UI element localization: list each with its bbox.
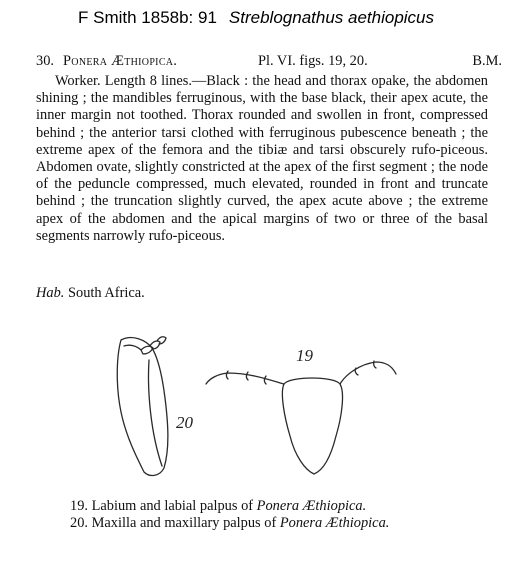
entry-heading <box>36 53 502 71</box>
citation-header <box>78 8 434 28</box>
citation-species: Streblognathus aethiopicus <box>228 8 435 27</box>
entry-repository: B.M. <box>472 53 502 69</box>
habitat-value: South Africa. <box>68 285 145 301</box>
entry-number: 30. <box>36 53 54 69</box>
labium-drawing <box>206 361 396 474</box>
caption-taxon: Ponera Æthiopica. <box>256 498 367 514</box>
entry-name: Ponera Æthiopica. <box>63 53 178 69</box>
caption-text: Labium and labial palpus of <box>91 498 257 514</box>
species-description: Worker. Length 8 lines.—Black : the head and thorax opake, the abdomen shining ; the mandibles ferruginous, with the base black, their apex acute, the inner margin not toothed. Thorax rounded and swollen in front, compressed behind ; the anterior tarsi clothed with ferruginous pubescence beneath ; the extreme apex of the femora and the tibiæ and tarsi obscurely rufo-piceous. Abdomen ovate, slightly constricted at the apex of the first segment ; the node of the peduncle compressed, much elevated, rounded in front and truncate behind ; the truncation slightly curved, the apex acute above ; the extreme apex of the abdomen and the apical margins of two or three of the basal segments narrowly rufo-piceous. <box>36 73 488 244</box>
maxilla-drawing <box>117 337 168 476</box>
caption-text: Maxilla and maxillary palpus of <box>91 515 280 532</box>
caption-number: 20. <box>70 515 88 532</box>
citation-reference: F Smith 1858b: 91 <box>78 8 217 27</box>
caption-fig-19 <box>70 498 389 515</box>
figure-label-19: 19 <box>296 346 313 365</box>
figure-captions <box>70 498 389 532</box>
caption-fig-20 <box>70 515 389 532</box>
caption-number: 19. <box>70 498 88 514</box>
habitat-label: Hab. <box>36 285 65 301</box>
figure-illustration <box>0 300 532 500</box>
figure-label-20: 20 <box>176 413 193 432</box>
entry-plate-reference: Pl. VI. figs. 19, 20. <box>258 53 368 69</box>
caption-taxon: Ponera Æthiopica. <box>279 515 390 532</box>
